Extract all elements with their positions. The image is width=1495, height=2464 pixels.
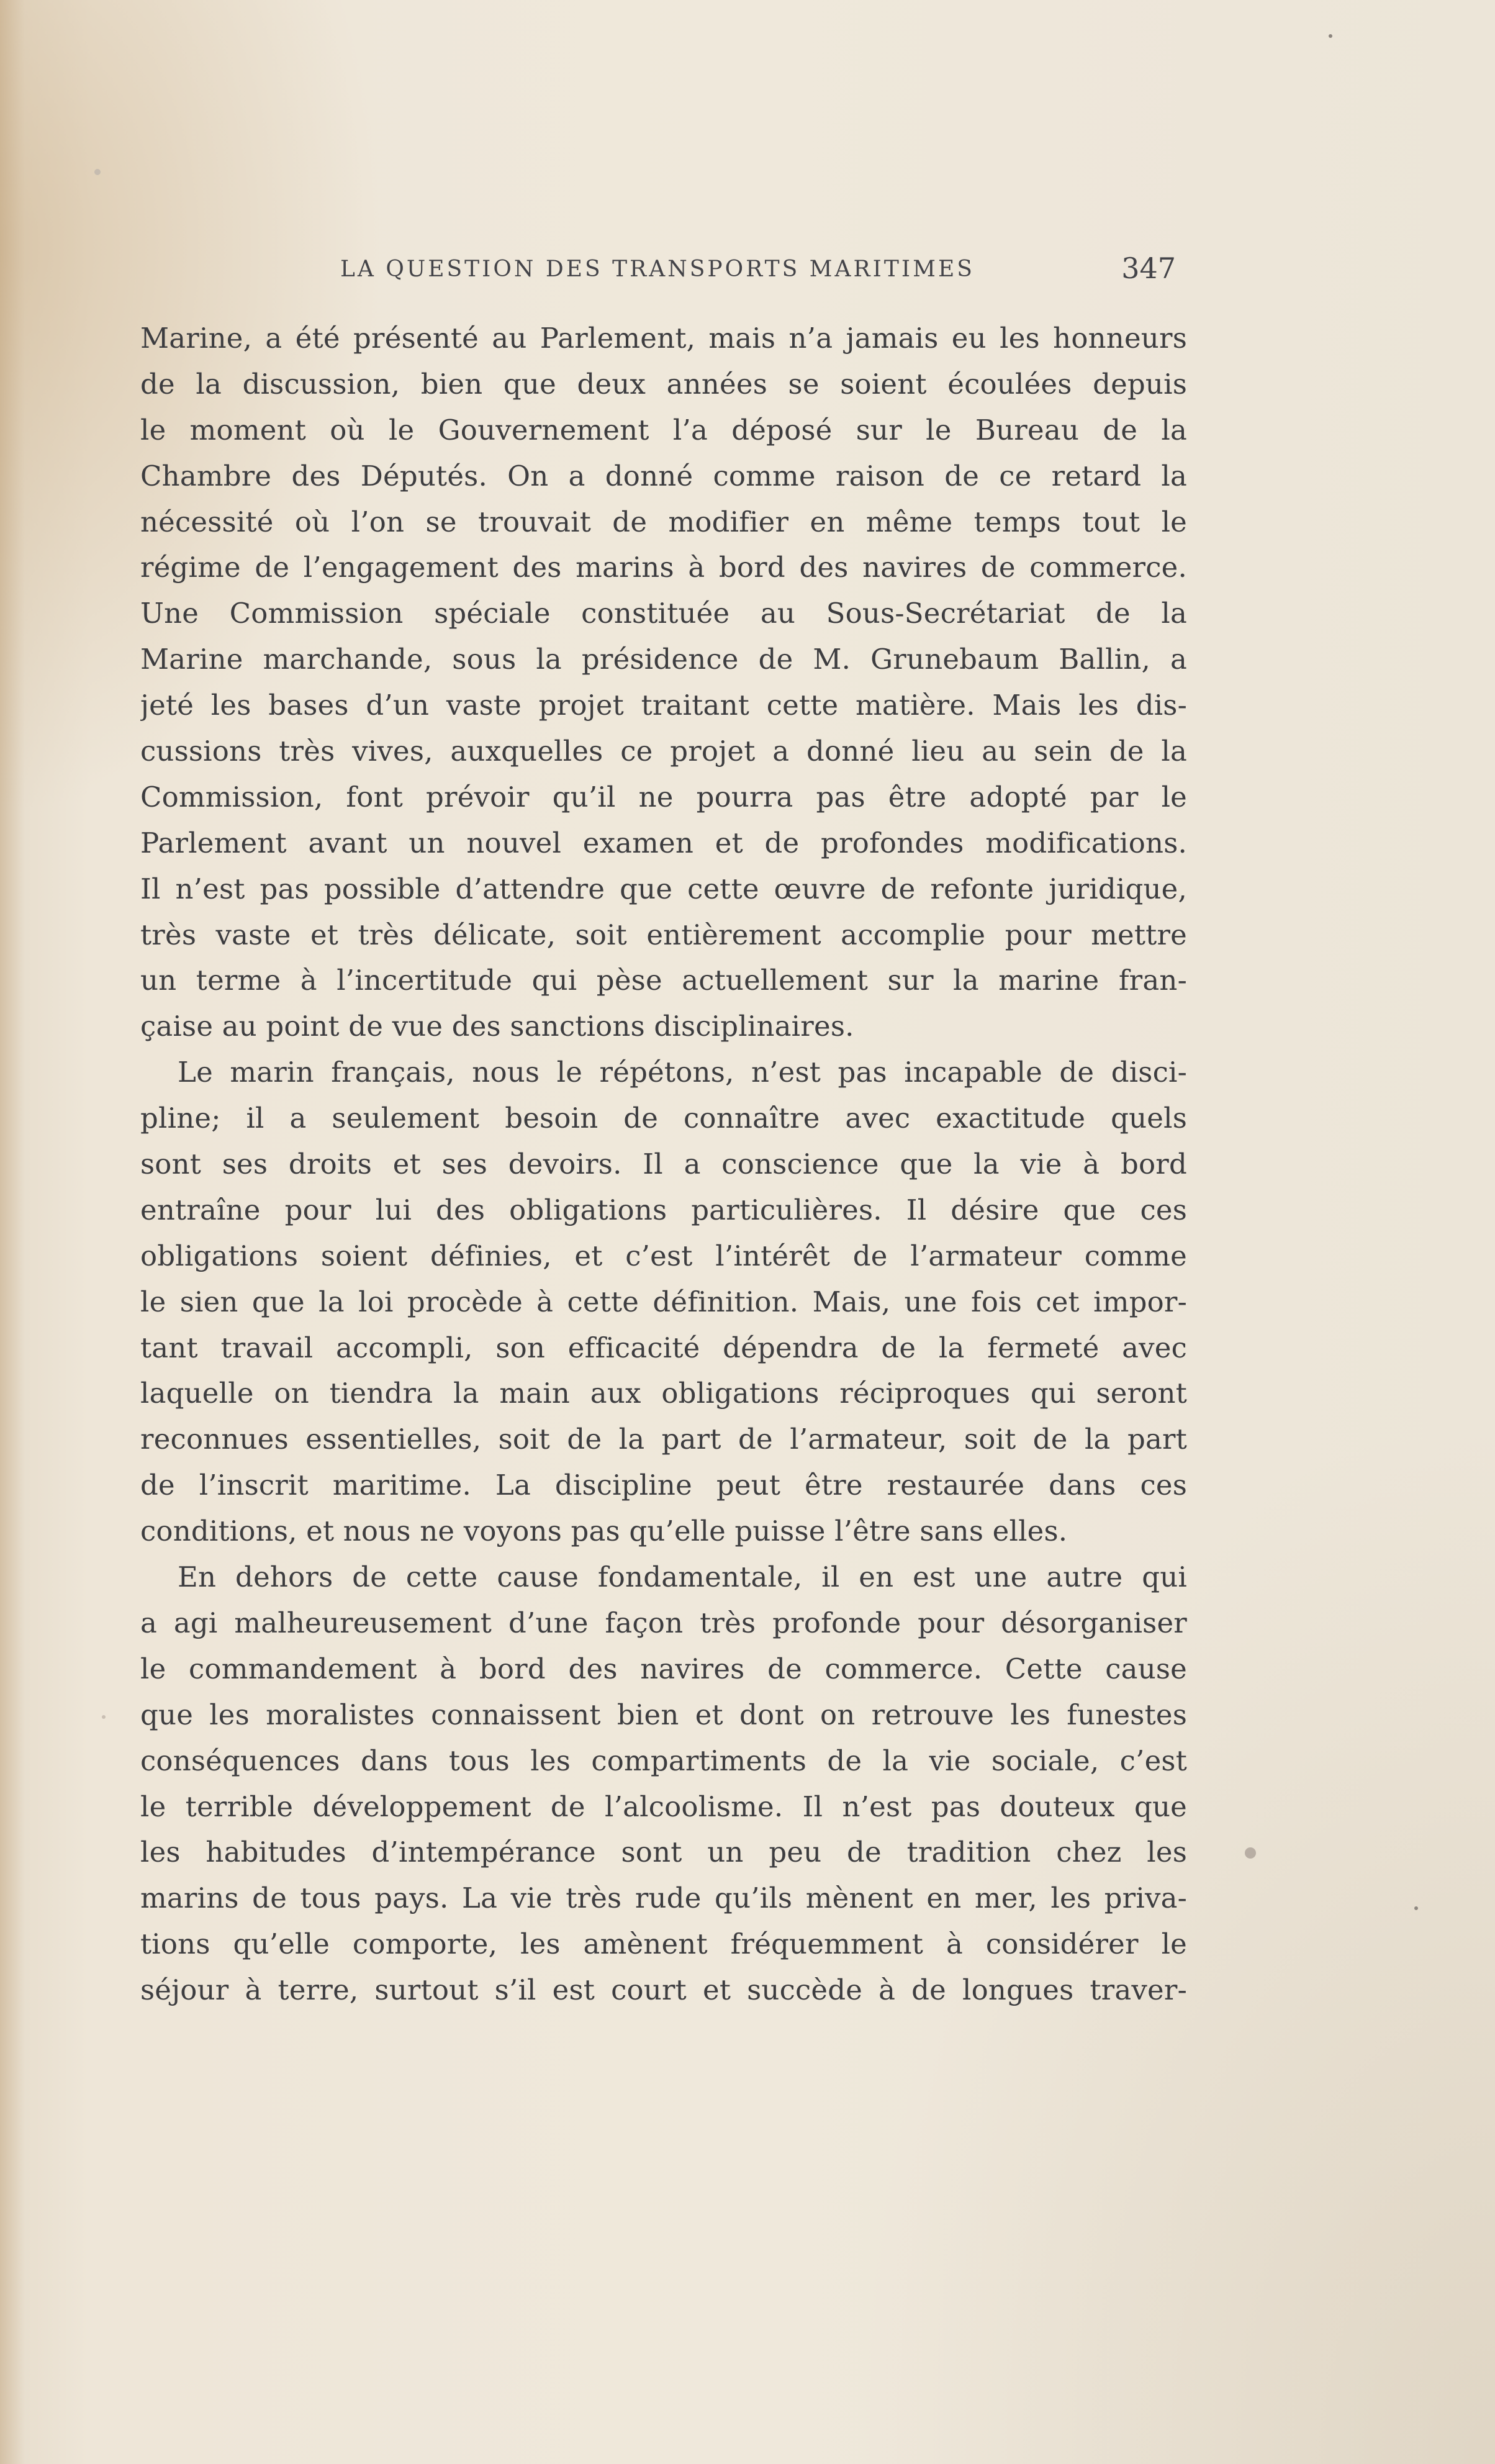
text-line: pline; il a seulement besoin de connaître avec exactitude quels	[140, 1102, 1187, 1135]
text-line: Parlement avant un nouvel examen et de profondes modifications.	[140, 826, 1187, 859]
text-line: les habitudes d’intempérance sont un peu de tradition chez les	[140, 1836, 1187, 1869]
text-line: régime de l’engagement des marins à bord des navires de commerce.	[140, 551, 1187, 584]
text-line: tions qu’elle comporte, les amènent fréquemment à considérer le	[140, 1927, 1187, 1961]
text-line: un terme à l’incertitude qui pèse actuellement sur la marine fran-	[140, 964, 1187, 997]
text-line: marins de tous pays. La vie très rude qu’ils mènent en mer, les priva-	[140, 1882, 1187, 1915]
text-line: de l’inscrit maritime. La discipline peut être restaurée dans ces	[140, 1469, 1187, 1502]
paper-speck	[1329, 34, 1332, 38]
paper-speck	[1245, 1847, 1256, 1859]
text-line: très vaste et très délicate, soit entièrement accomplie pour mettre	[140, 918, 1187, 951]
text-line: laquelle on tiendra la main aux obligations réciproques qui seront	[140, 1377, 1187, 1410]
text-line: En dehors de cette cause fondamentale, il en est une autre qui	[178, 1560, 1187, 1594]
body-text	[140, 315, 1187, 2013]
text-line: Marine marchande, sous la présidence de M. Grunebaum Ballin, a	[140, 643, 1187, 676]
text-line: tant travail accompli, son efficacité dépendra de la fermeté avec	[140, 1331, 1187, 1364]
paper-speck	[94, 169, 101, 175]
text-line: conséquences dans tous les compartiments de la vie sociale, c’est	[140, 1744, 1187, 1777]
running-header	[340, 251, 1176, 289]
text-line: Il n’est pas possible d’attendre que cette œuvre de refonte juridique,	[140, 872, 1187, 905]
text-line: a agi malheureusement d’une façon très profonde pour désorganiser	[140, 1606, 1187, 1639]
text-line: conditions, et nous ne voyons pas qu’elle puisse l’être sans elles.	[140, 1515, 1068, 1548]
text-line: Le marin français, nous le répétons, n’est pas incapable de disci-	[178, 1056, 1187, 1089]
text-line: reconnues essentielles, soit de la part de l’armateur, soit de la part	[140, 1423, 1187, 1456]
text-line: nécessité où l’on se trouvait de modifier en même temps tout le	[140, 505, 1187, 538]
paper-speck	[102, 1715, 106, 1719]
running-title: LA QUESTION DES TRANSPORTS MARITIMES	[340, 256, 975, 282]
page-edge-shadow	[0, 0, 25, 2464]
text-line: que les moralistes connaissent bien et dont on retrouve les funestes	[140, 1698, 1187, 1731]
paper-speck	[1414, 1906, 1418, 1910]
text-line: çaise au point de vue des sanctions disciplinaires.	[140, 1010, 854, 1043]
text-line: Chambre des Députés. On a donné comme raison de ce retard la	[140, 459, 1187, 492]
text-line: le terrible développement de l’alcoolisme. Il n’est pas douteux que	[140, 1790, 1187, 1823]
text-line: Une Commission spéciale constituée au Sous-Secrétariat de la	[140, 597, 1187, 630]
text-line: Commission, font prévoir qu’il ne pourra pas être adopté par le	[140, 780, 1187, 813]
text-line: le sien que la loi procède à cette définition. Mais, une fois cet impor-	[140, 1285, 1187, 1318]
page-number: 347	[1121, 251, 1176, 285]
text-line: entraîne pour lui des obligations particulières. Il désire que ces	[140, 1193, 1187, 1226]
text-line: le commandement à bord des navires de commerce. Cette cause	[140, 1652, 1187, 1685]
text-line: le moment où le Gouvernement l’a déposé sur le Bureau de la	[140, 413, 1187, 446]
text-line: cussions très vives, auxquelles ce projet a donné lieu au sein de la	[140, 735, 1187, 768]
text-line: de la discussion, bien que deux années se soient écoulées depuis	[140, 367, 1187, 401]
text-line: obligations soient définies, et c’est l’intérêt de l’armateur comme	[140, 1239, 1187, 1272]
text-line: jeté les bases d’un vaste projet traitant cette matière. Mais les dis-	[140, 689, 1187, 722]
text-line: sont ses droits et ses devoirs. Il a conscience que la vie à bord	[140, 1148, 1187, 1181]
text-line: séjour à terre, surtout s’il est court et succède à de longues traver-	[140, 1973, 1187, 2007]
text-line: Marine, a été présenté au Parlement, mais n’a jamais eu les honneurs	[140, 322, 1187, 355]
